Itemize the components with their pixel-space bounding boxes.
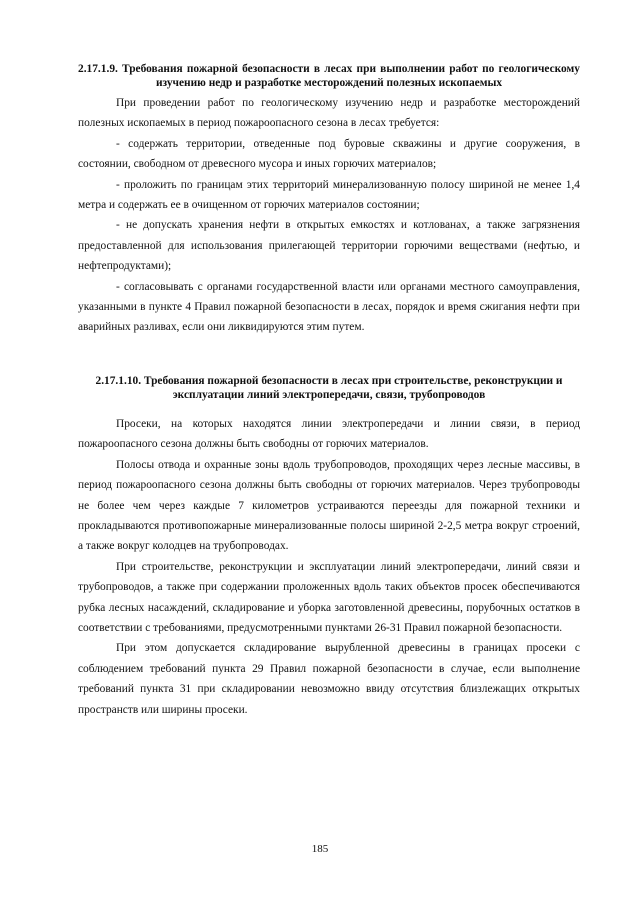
section-1-bullet: - не допускать хранения нефти в открытых емкостях и котлованах, а также загрязнения предоставленной для использования прилегающей территории горючими веществами (нефтью, и нефтепродуктами); xyxy=(78,219,580,273)
section-2-paragraph: Просеки, на которых находятся линии электропередачи и линии связи, в период пожароопасного сезона должны быть свободны от горючих материалов. xyxy=(78,418,580,451)
section-1-bullet: - проложить по границам этих территорий минерализованную полосу шириной не менее 1,4 метра и содержать ее в очищенном от горючих материалов состоянии; xyxy=(78,178,580,212)
section-heading-2: 2.17.1.10. Требования пожарной безопасности в лесах при строительстве, реконструкции и эксплуатации линий электропередачи, связи, трубопроводов xyxy=(95,375,563,401)
section-2-paragraph: При строительстве, реконструкции и эксплуатации линий электропередачи, линий связи и трубопроводов, а также при содержании проложенных вдоль таких объектов просек обеспечиваются рубка лесных насаждений, складирование и уборка заготовленной древесины, порубочных остатков в соответствии с требованиями, предусмотренными пунктами 26-31 Правил пожарной безопасности. xyxy=(78,560,580,635)
section-2-body xyxy=(78,414,580,720)
section-1-bullet: - согласовывать с органами государственной власти или органами местного самоуправления, указанными в пункте 4 Правил пожарной безопасности в лесах, порядок и время сжигания нефти при аварийных разливах, если они ликвидируются этим путем. xyxy=(78,280,580,334)
section-2-paragraph: Полосы отвода и охранные зоны вдоль трубопроводов, проходящих через лесные массивы, в период пожароопасного сезона должны быть свободны от горючих материалов. Через трубопроводы не более чем через каждые 7 километров устраиваются переезды для пожарной техники и прокладываются противопожарные минерализованные полосы шириной 2-2,5 метра вокруг строений, а также вокруг колодцев на трубопроводах. xyxy=(78,458,580,553)
section-1-bullet: - содержать территории, отведенные под буровые скважины и другие сооружения, в состоянии, свободном от древесного мусора и иных горючих материалов; xyxy=(78,137,580,171)
section-1-body xyxy=(78,93,580,338)
page-number: 185 xyxy=(311,843,329,855)
section-1-intro: При проведении работ по геологическому изучению недр и разработке месторождений полезных ископаемых в период пожароопасного сезона в лесах требуется: xyxy=(78,97,580,130)
section-2-paragraph: При этом допускается складирование вырубленной древесины в границах просеки с соблюдением требований пункта 29 Правил пожарной безопасности в случае, если выполнение требований пункта 31 при складировании невозможно ввиду отсутствия близлежащих открытых пространств или ширины просеки. xyxy=(78,642,580,716)
section-heading-1: 2.17.1.9. Требования пожарной безопасности в лесах при выполнении работ по геологическому изучению недр и разработке месторождений полезных ископаемых xyxy=(78,63,580,89)
